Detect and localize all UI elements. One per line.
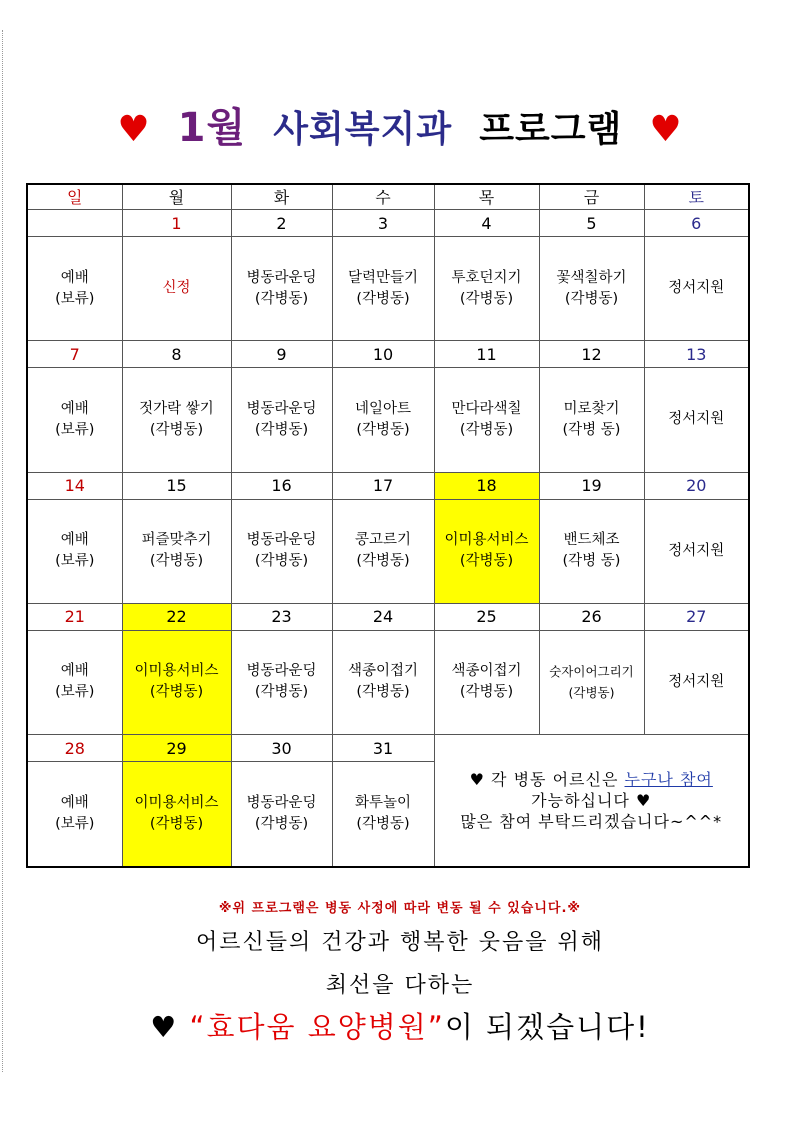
notice-line-2: 가능하십니다 ♥ bbox=[531, 791, 652, 810]
activity-cell: 달력만들기 (각병동) bbox=[332, 237, 434, 341]
activity-cell: 젓가락 쌓기 (각병동) bbox=[122, 368, 231, 472]
weekday-mon: 월 bbox=[122, 184, 231, 210]
schedule-change-disclaimer: ※위 프로그램은 병동 사정에 따라 변동 될 수 있습니다.※ bbox=[218, 901, 582, 916]
date-cell: 6 bbox=[644, 210, 749, 237]
activity-cell-highlighted: 이미용서비스 (각병동) bbox=[434, 499, 539, 603]
closing-statement bbox=[0, 1005, 800, 1046]
activity-cell: 예배 (보류) bbox=[27, 630, 122, 734]
activity-cell: 정서지원 bbox=[644, 630, 749, 734]
activity-cell: 병동라운딩 (각병동) bbox=[231, 630, 332, 734]
activity-cell: 예배 (보류) bbox=[27, 368, 122, 472]
title-month: 1월 bbox=[177, 105, 247, 151]
weekday-header-row bbox=[27, 184, 749, 210]
activity-cell: 병동라운딩 (각병동) bbox=[231, 499, 332, 603]
date-cell: 18 bbox=[434, 472, 539, 499]
activity-cell: 밴드체조 (각병 동) bbox=[539, 499, 644, 603]
date-cell: 17 bbox=[332, 472, 434, 499]
date-cell: 24 bbox=[332, 603, 434, 630]
weekday-fri: 금 bbox=[539, 184, 644, 210]
activity-cell: 정서지원 bbox=[644, 499, 749, 603]
date-cell: 29 bbox=[122, 735, 231, 762]
title-department: 사회복지과 bbox=[273, 109, 453, 150]
notice-line-3: 많은 참여 부탁드리겠습니다~^^* bbox=[460, 812, 723, 831]
date-cell: 8 bbox=[122, 341, 231, 368]
date-cell: 25 bbox=[434, 603, 539, 630]
closing-suffix: 이 되겠습니다! bbox=[444, 1010, 650, 1044]
date-cell: 23 bbox=[231, 603, 332, 630]
activity-cell: 병동라운딩 (각병동) bbox=[231, 237, 332, 341]
activity-cell: 투호던지기 (각병동) bbox=[434, 237, 539, 341]
date-row bbox=[27, 472, 749, 499]
activity-cell: 예배 (보류) bbox=[27, 762, 122, 868]
date-cell: 16 bbox=[231, 472, 332, 499]
date-cell: 10 bbox=[332, 341, 434, 368]
activity-row bbox=[27, 237, 749, 341]
footer-line-2: 최선을 다하는 bbox=[325, 973, 475, 998]
activity-cell: 병동라운딩 (각병동) bbox=[231, 368, 332, 472]
activity-cell-highlighted: 이미용서비스 (각병동) bbox=[122, 762, 231, 868]
heart-icon: ♥ bbox=[117, 109, 151, 150]
activity-cell: 만다라색칠 (각병동) bbox=[434, 368, 539, 472]
activity-row bbox=[27, 368, 749, 472]
activity-cell: 퍼즐맞추기 (각병동) bbox=[122, 499, 231, 603]
date-cell: 30 bbox=[231, 735, 332, 762]
date-cell: 21 bbox=[27, 603, 122, 630]
activity-cell: 정서지원 bbox=[644, 237, 749, 341]
activity-cell: 화투놀이 (각병동) bbox=[332, 762, 434, 868]
notice-cell bbox=[434, 735, 749, 868]
date-cell: 11 bbox=[434, 341, 539, 368]
activity-cell: 예배 (보류) bbox=[27, 499, 122, 603]
date-row bbox=[27, 210, 749, 237]
program-calendar bbox=[26, 183, 750, 868]
notice-line-1: ♥ 각 병동 어르신은 누구나 참여 bbox=[469, 770, 713, 789]
activity-cell: 병동라운딩 (각병동) bbox=[231, 762, 332, 868]
activity-cell-highlighted: 이미용서비스 (각병동) bbox=[122, 630, 231, 734]
date-cell: 3 bbox=[332, 210, 434, 237]
date-row bbox=[27, 735, 749, 762]
date-cell: 28 bbox=[27, 735, 122, 762]
weekday-wed: 수 bbox=[332, 184, 434, 210]
weekday-sun: 일 bbox=[27, 184, 122, 210]
activity-cell: 신정 bbox=[122, 237, 231, 341]
date-cell: 27 bbox=[644, 603, 749, 630]
date-cell: 9 bbox=[231, 341, 332, 368]
heart-icon: ♥ bbox=[150, 1010, 190, 1044]
page-title bbox=[0, 96, 800, 153]
activity-cell: 색종이접기 (각병동) bbox=[434, 630, 539, 734]
hospital-name: “효다움 요양병원” bbox=[189, 1010, 445, 1044]
date-cell: 19 bbox=[539, 472, 644, 499]
heart-icon: ♥ bbox=[649, 109, 683, 150]
date-cell: 14 bbox=[27, 472, 122, 499]
date-cell: 12 bbox=[539, 341, 644, 368]
date-cell: 20 bbox=[644, 472, 749, 499]
activity-cell: 콩고르기 (각병동) bbox=[332, 499, 434, 603]
footer-line-1: 어르신들의 건강과 행복한 웃음을 위해 bbox=[195, 930, 604, 955]
date-cell: 15 bbox=[122, 472, 231, 499]
date-cell: 13 bbox=[644, 341, 749, 368]
date-cell: 31 bbox=[332, 735, 434, 762]
activity-cell: 정서지원 bbox=[644, 368, 749, 472]
activity-cell: 색종이접기 (각병동) bbox=[332, 630, 434, 734]
date-cell: 5 bbox=[539, 210, 644, 237]
date-cell: 22 bbox=[122, 603, 231, 630]
activity-cell: 미로찾기 (각병 동) bbox=[539, 368, 644, 472]
activity-cell: 숫자이어그리기 (각병동) bbox=[539, 630, 644, 734]
weekday-thu: 목 bbox=[434, 184, 539, 210]
activity-row bbox=[27, 630, 749, 734]
date-row bbox=[27, 341, 749, 368]
activity-cell: 예배 (보류) bbox=[27, 237, 122, 341]
everyone-welcome-text: 누구나 참여 bbox=[624, 770, 713, 789]
activity-row bbox=[27, 499, 749, 603]
date-cell: 2 bbox=[231, 210, 332, 237]
activity-cell: 네일아트 (각병동) bbox=[332, 368, 434, 472]
title-program: 프로그램 bbox=[479, 109, 623, 150]
date-cell bbox=[27, 210, 122, 237]
date-cell: 7 bbox=[27, 341, 122, 368]
date-cell: 26 bbox=[539, 603, 644, 630]
weekday-tue: 화 bbox=[231, 184, 332, 210]
weekday-sat: 토 bbox=[644, 184, 749, 210]
date-row bbox=[27, 603, 749, 630]
activity-cell: 꽃색칠하기 (각병동) bbox=[539, 237, 644, 341]
date-cell: 1 bbox=[122, 210, 231, 237]
date-cell: 4 bbox=[434, 210, 539, 237]
